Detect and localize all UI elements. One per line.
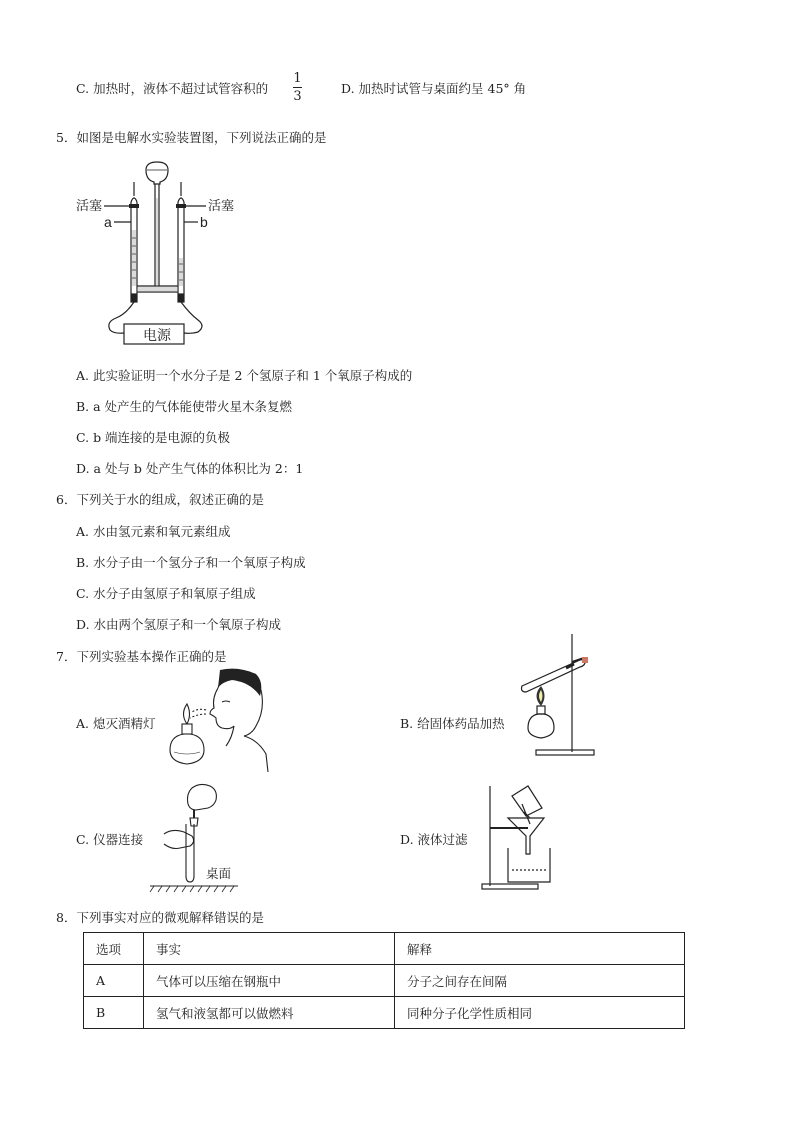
q6-stem: 6．下列关于水的组成，叙述正确的是 — [56, 492, 264, 507]
table-row — [84, 997, 685, 1029]
power-supply-label: 电源 — [143, 328, 171, 344]
tube-a-label: a — [104, 214, 112, 230]
q6-option-a: A. 水由氢元素和氧元素组成 — [76, 524, 231, 539]
q5-option-d: D. a 处与 b 处产生气体的体积比为 2：1 — [76, 461, 304, 476]
q5-option-c: C. b 端连接的是电源的负极 — [76, 430, 231, 445]
row-b-fact: 氢气和液氢都可以做燃料 — [144, 997, 395, 1029]
q5-option-b: B. a 处产生的气体能使带火星木条复燃 — [76, 399, 293, 414]
tube-b-label: b — [200, 214, 208, 230]
stopcock-right-label: 活塞 — [208, 199, 235, 214]
q4-option-d: D. 加热时试管与桌面约呈 45° 角 — [341, 81, 527, 96]
q7-option-b: B. 给固体药品加热 — [400, 716, 505, 731]
blowing-out-lamp-figure — [160, 668, 270, 778]
q7-option-d: D. 液体过滤 — [400, 832, 468, 847]
q6-option-d: D. 水由两个氢原子和一个氧原子构成 — [76, 617, 282, 632]
q6-option-b: B. 水分子由一个氢分子和一个氧原子构成 — [76, 555, 306, 570]
q7-option-c: C. 仪器连接 — [76, 832, 144, 847]
stopcock-left-label: 活塞 — [76, 199, 103, 214]
row-a-option: A — [84, 965, 144, 997]
q8-stem: 8．下列事实对应的微观解释错误的是 — [56, 910, 264, 925]
heating-solid-figure — [518, 632, 600, 758]
q7-stem: 7．下列实验基本操作正确的是 — [56, 649, 227, 664]
q7-option-a: A. 熄灭酒精灯 — [76, 716, 156, 731]
q5-option-a: A. 此实验证明一个水分子是 2 个氢原子和 1 个氧原子构成的 — [76, 368, 413, 383]
row-b-explanation: 同种分子化学性质相同 — [395, 997, 685, 1029]
q6-option-c: C. 水分子由氢原子和氧原子组成 — [76, 586, 256, 601]
q5-stem: 5．如图是电解水实验装置图，下列说法正确的是 — [56, 130, 327, 145]
row-b-option: B — [84, 997, 144, 1029]
header-option: 选项 — [84, 933, 144, 965]
fraction-numerator: 1 — [293, 71, 302, 86]
table-surface-label: 桌面 — [206, 866, 232, 881]
fraction-denominator: 3 — [293, 89, 302, 104]
header-fact: 事实 — [144, 933, 395, 965]
row-a-explanation: 分子之间存在间隔 — [395, 965, 685, 997]
electrolysis-apparatus-figure — [70, 158, 230, 354]
filtration-figure — [478, 782, 578, 892]
table-header-row — [84, 933, 685, 965]
q4-option-c-fraction — [293, 72, 302, 103]
q8-facts-table — [83, 932, 685, 1029]
row-a-fact: 气体可以压缩在钢瓶中 — [144, 965, 395, 997]
q4-option-c: C. 加热时，液体不超过试管容积的 — [76, 81, 269, 96]
header-explanation: 解释 — [395, 933, 685, 965]
table-row — [84, 965, 685, 997]
